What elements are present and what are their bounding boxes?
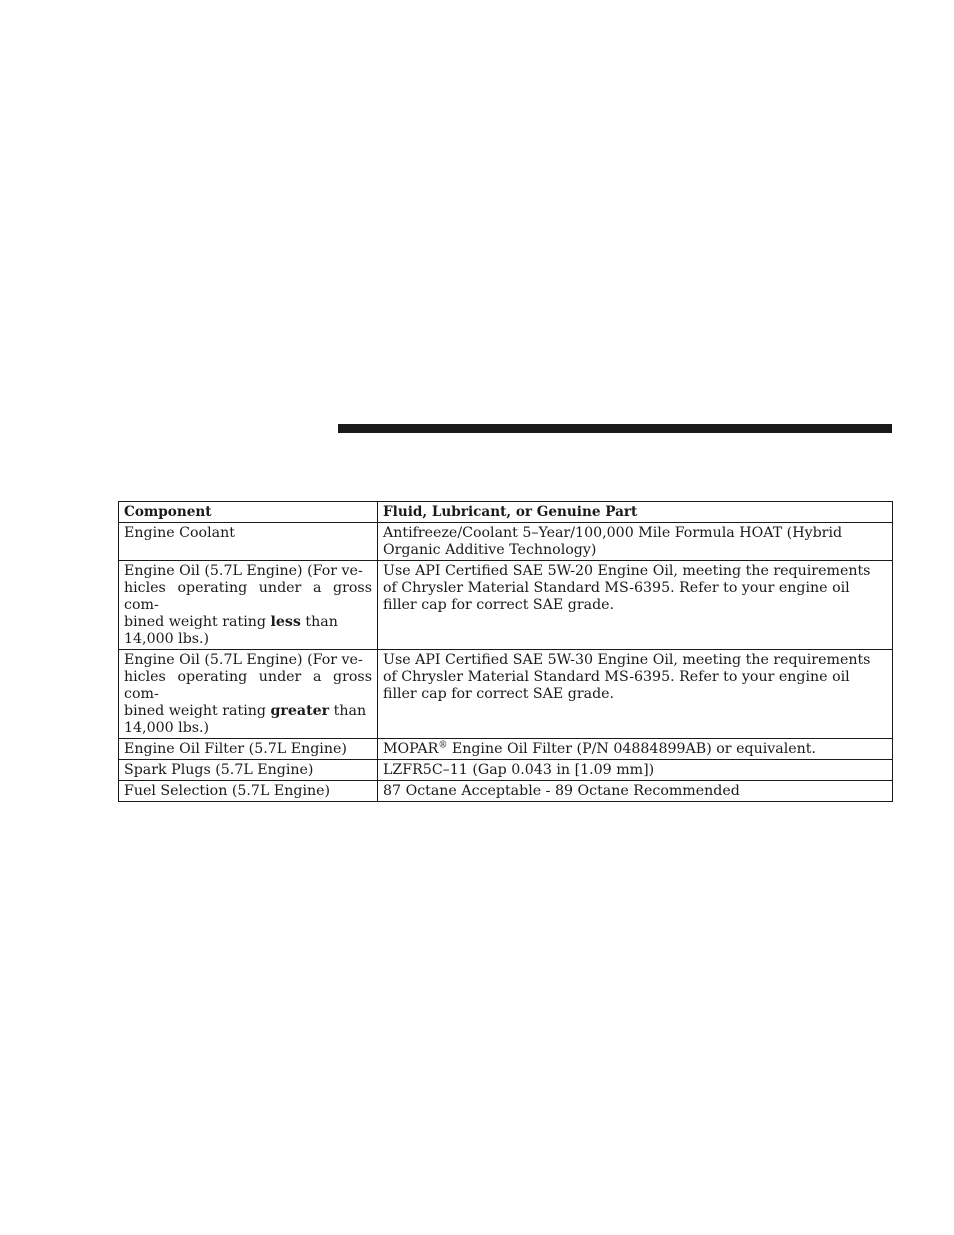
component-cell: Engine Oil Filter (5.7L Engine) [119, 739, 378, 760]
fluid-text: Engine Oil Filter (P/N 04884899AB) or equivalent. [451, 741, 816, 757]
component-line: than [305, 614, 338, 630]
component-line: bined weight rating [124, 614, 266, 630]
table-row [119, 523, 893, 561]
component-cell [119, 650, 378, 739]
emphasis-greater: greater [270, 703, 330, 719]
component-cell [119, 561, 378, 650]
fluid-cell: Antifreeze/Coolant 5–Year/100,000 Mile Formula HOAT (Hybrid Organic Additive Technology) [378, 523, 893, 561]
table-header-row [119, 502, 893, 523]
fluid-cell [378, 739, 893, 760]
fluid-cell: Use API Certified SAE 5W-20 Engine Oil, meeting the requirements of Chrysler Material Standard MS-6395. Refer to your engine oil filler cap for correct SAE grade. [378, 561, 893, 650]
fluid-cell: 87 Octane Acceptable - 89 Octane Recommended [378, 781, 893, 802]
table-row [119, 781, 893, 802]
table-row [119, 561, 893, 650]
component-line: 14,000 lbs.) [124, 631, 210, 647]
component-line: 14,000 lbs.) [124, 720, 210, 736]
component-line: bined weight rating [124, 703, 266, 719]
section-header-rule [338, 424, 892, 433]
fluids-lubricants-table [118, 501, 893, 802]
column-header-component: Component [119, 502, 378, 523]
fluid-cell: LZFR5C–11 (Gap 0.043 in [1.09 mm]) [378, 760, 893, 781]
component-line: Engine Oil (5.7L Engine) (For ve- [124, 652, 363, 668]
brand-name: MOPAR [383, 741, 439, 757]
component-cell: Fuel Selection (5.7L Engine) [119, 781, 378, 802]
table-row [119, 650, 893, 739]
component-line: Engine Oil (5.7L Engine) (For ve- [124, 563, 363, 579]
registered-mark: ® [438, 740, 448, 751]
component-line: hicles operating under a gross com- [124, 669, 372, 702]
component-cell: Spark Plugs (5.7L Engine) [119, 760, 378, 781]
column-header-fluid: Fluid, Lubricant, or Genuine Part [378, 502, 893, 523]
table-row [119, 760, 893, 781]
emphasis-less: less [270, 614, 301, 630]
fluid-cell: Use API Certified SAE 5W-30 Engine Oil, meeting the requirements of Chrysler Material Standard MS-6395. Refer to your engine oil filler cap for correct SAE grade. [378, 650, 893, 739]
component-line: than [333, 703, 367, 719]
table-row [119, 739, 893, 760]
component-line: hicles operating under a gross com- [124, 580, 372, 613]
component-cell: Engine Coolant [119, 523, 378, 561]
